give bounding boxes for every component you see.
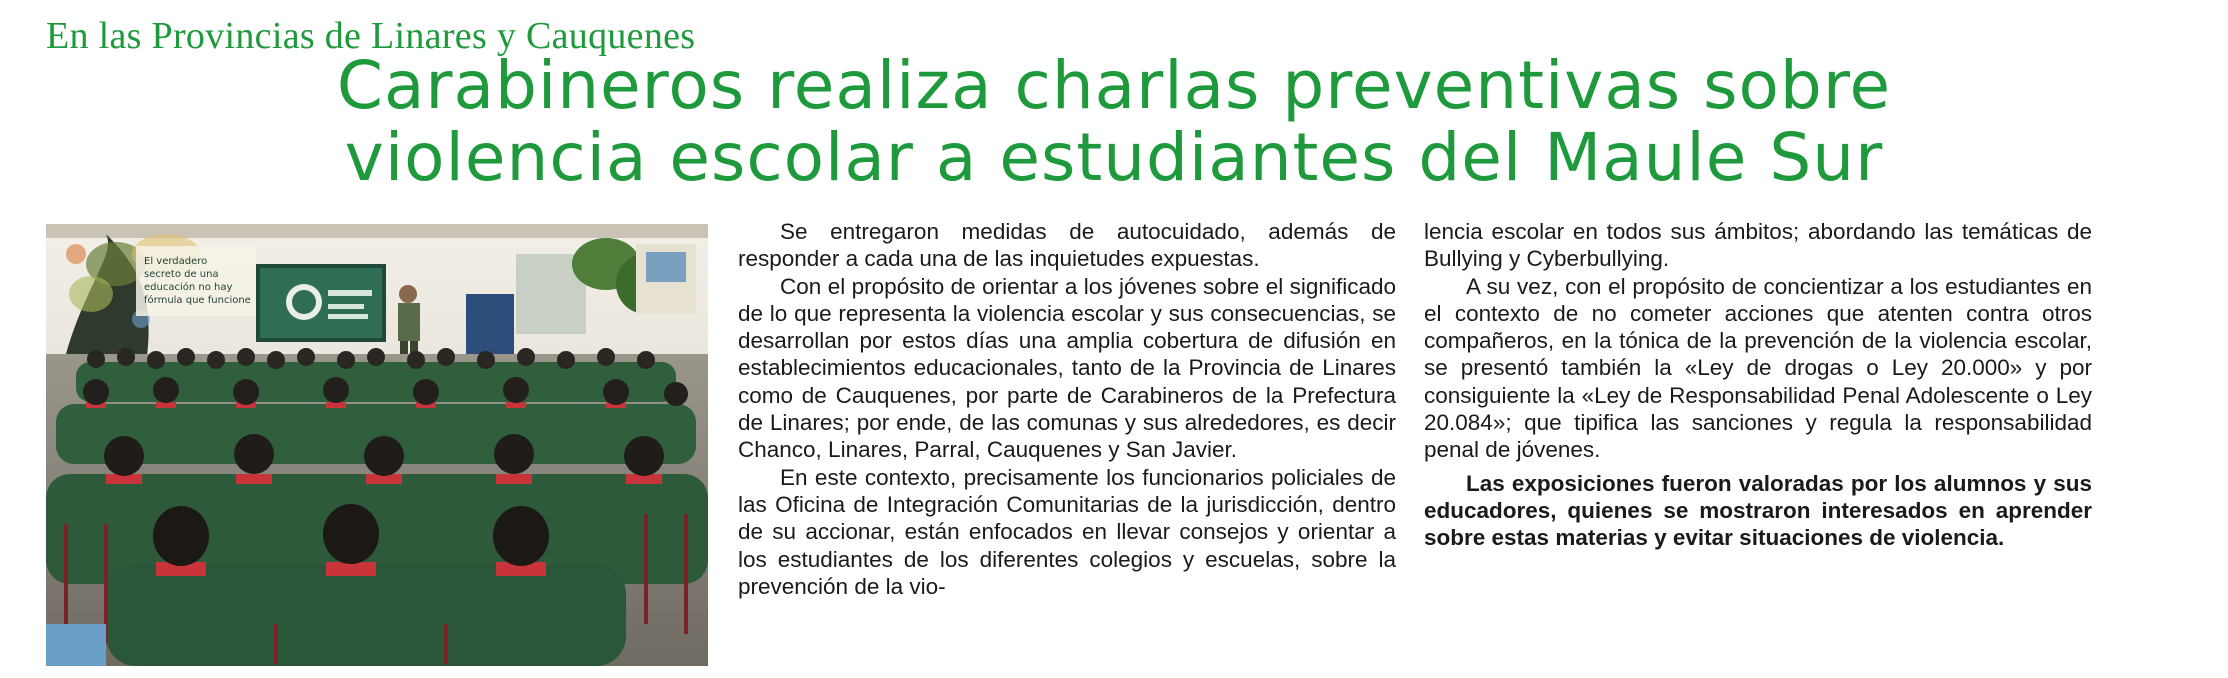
paragraph: lencia escolar en todos sus ámbitos; abordando las temáticas de Bullying y Cyberbullying. xyxy=(1424,219,2092,272)
kicker: En las Provincias de Linares y Cauquenes xyxy=(46,15,696,57)
paragraph: En este contexto, precisamente los funcionarios policiales de las Oficina de Integración Comunitarias de la jurisdicción, dentro de su accionar, están enfocados en llevar consejos y orientar a los estudiantes de los diferentes colegios y escuelas, sobre la prevención de la vio- xyxy=(738,464,1396,599)
closing-paragraph: Las exposiciones fueron valoradas por los alumnos y sus educadores, quienes se mostraron interesados en aprender sobre estas materias y evitar situaciones de violencia. xyxy=(1424,470,2092,551)
paragraph: A su vez, con el propósito de concientizar a los estudiantes en el contexto de no cometer acciones que atenten contra otros compañeros, en la tónica de la prevención de la violencia escolar, se presentó también la «Ley de drogas o Ley 20.000» y por consiguiente la «Ley de Responsabilidad Penal Adolescente o Ley 20.084»; que tipifica las sanciones y regula la responsabilidad penal de jóvenes. xyxy=(1424,273,2092,463)
svg-text:educación no hay: educación no hay xyxy=(144,282,233,293)
headline-line-1: Carabineros realiza charlas preventivas sobre xyxy=(336,47,1892,124)
headline-line-2: violencia escolar a estudiantes del Maule Sur xyxy=(344,119,1884,196)
students xyxy=(46,348,708,666)
article-column-1 xyxy=(738,218,1396,600)
svg-text:secreto de una: secreto de una xyxy=(144,269,219,280)
article-column-2 xyxy=(1424,218,2092,552)
paragraph: Se entregaron medidas de autocuidado, además de responder a cada una de las inquietudes expuestas. xyxy=(738,219,1396,272)
projector-screen xyxy=(256,264,386,342)
paragraph: Con el propósito de orientar a los jóvenes sobre el significado de lo que representa la violencia escolar y sus consecuencias, se desarrollan por estos días una amplia cobertura de difusión en establecimientos educacionales, tanto de la Provincia de Linares como de Cauquenes, por parte de Carabineros de la Prefectura de Linares; por ende, de las comunas y sus alrededores, es decir Chanco, Linares, Parral, Cauquenes y San Javier. xyxy=(738,273,1396,463)
svg-text:El verdadero: El verdadero xyxy=(144,256,208,267)
svg-text:fórmula que funcione: fórmula que funcione xyxy=(144,295,251,306)
classroom-photo xyxy=(46,224,708,666)
headline xyxy=(0,47,2228,196)
